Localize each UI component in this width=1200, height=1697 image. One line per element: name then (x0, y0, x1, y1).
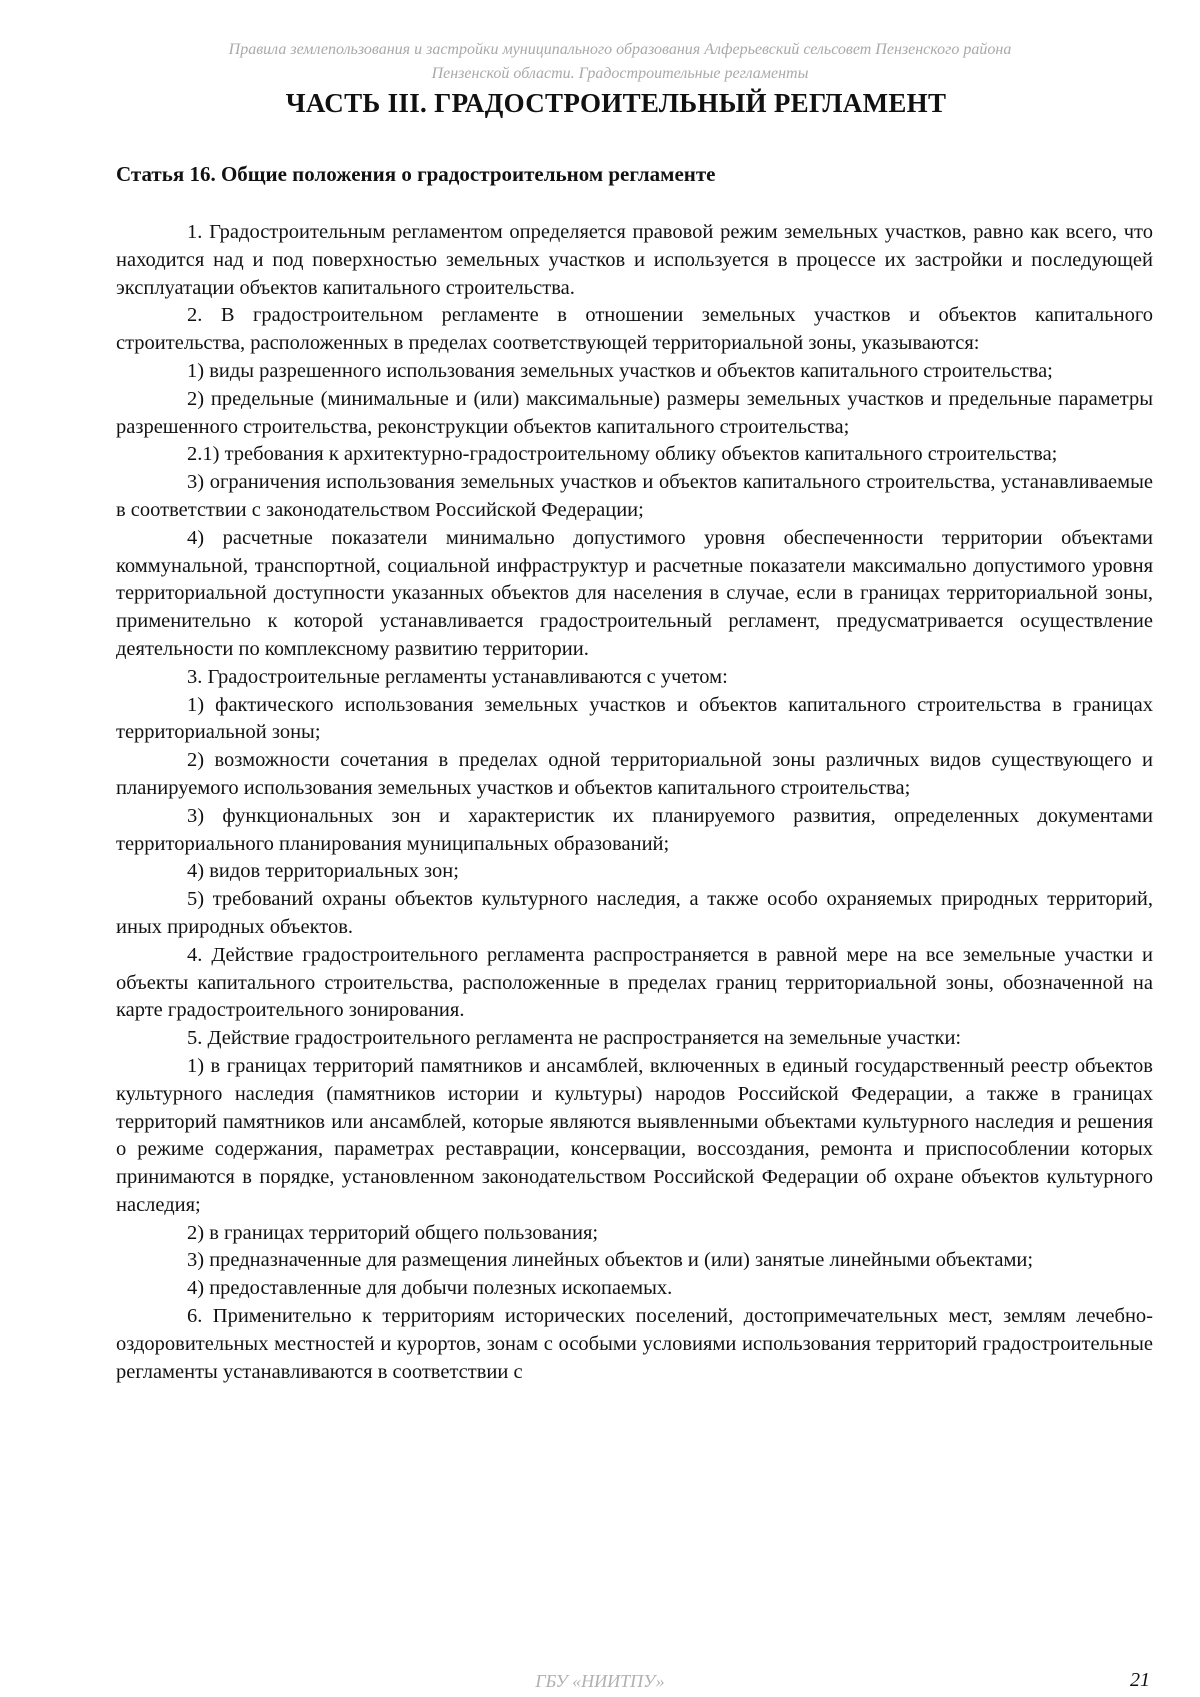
paragraph: 4) расчетные показатели минимально допустимого уровня обеспеченности территории объектами коммунальной, транспортной, социальной инфраструктур и расчетные показатели максимально допустимого уровня территориальной доступности указанных объектов для населения в случае, если в границах территориальной зоны, применительно к которой устанавливается градостроительный регламент, предусматривается осуществление деятельности по комплексному развитию территории. (116, 526, 1153, 660)
paragraph: 4. Действие градостроительного регламента распространяется в равной мере на все земельные участки и объекты капитального строительства, расположенные в пределах границ территориальной зоны, обозначенной на карте градостроительного зонирования. (116, 943, 1153, 1022)
footer-organization: ГБУ «НИИТПУ» (535, 1671, 665, 1691)
paragraph: 3) функциональных зон и характеристик их планируемого развития, определенных документами территориального планирования муниципальных образований; (116, 804, 1153, 855)
paragraph: 1. Градостроительным регламентом определяется правовой режим земельных участков, равно как всего, что находится над и под поверхностью земельных участков и используется в процессе их застройки и последующей эксплуатации объектов капитального строительства. (116, 221, 1153, 299)
running-header-line-1: Правила землепользования и застройки муниципального образования Алферьевский сельсовет Пензенского района (228, 41, 1012, 58)
running-header (120, 38, 1120, 86)
paragraph: 2) возможности сочетания в пределах одной территориальной зоны различных видов существующего и планируемого использования земельных участков и объектов капитального строительства; (116, 749, 1153, 799)
paragraph: 2.1) требования к архитектурно-градостроительному облику объектов капитального строительства; (187, 443, 1058, 466)
paragraph: 1) виды разрешенного использования земельных участков и объектов капитального строительства; (187, 359, 1053, 382)
page-number: 21 (1130, 1669, 1150, 1691)
paragraph: 2. В градостроительном регламенте в отношении земельных участков и объектов капитального строительства, расположенных в пределах соответствующей территориальной зоны, указываются: (116, 304, 1153, 355)
paragraph: 1) фактического использования земельных участков и объектов капитального строительства в границах территориальной зоны; (116, 693, 1153, 744)
article-body (116, 219, 1153, 1386)
running-header-line-2: Пензенской области. Градостроительные регламенты (431, 65, 809, 82)
paragraph: 4) предоставленные для добычи полезных ископаемых. (187, 1277, 673, 1300)
paragraph: 4) видов территориальных зон; (187, 860, 459, 883)
paragraph: 6. Применительно к территориям исторических поселений, достопримечательных мест, землям лечебно-оздоровительных местностей и курортов, зонам с особыми условиями использования территорий градостроительные регламенты устанавливаются в соответствии с (116, 1305, 1153, 1383)
paragraph: 3) ограничения использования земельных участков и объектов капитального строительства, устанавливаемые в соответствии с законодательством Российской Федерации; (116, 471, 1153, 521)
paragraph: 5) требований охраны объектов культурного наследия, а также особо охраняемых природных территорий, иных природных объектов. (116, 888, 1153, 938)
paragraph: 3) предназначенные для размещения линейных объектов и (или) занятые линейными объектами; (187, 1249, 1034, 1272)
paragraph: 2) предельные (минимальные и (или) максимальные) размеры земельных участков и предельные параметры разрешенного строительства, реконструкции объектов капитального строительства; (116, 387, 1153, 438)
part-title: ЧАСТЬ III. ГРАДОСТРОИТЕЛЬНЫЙ РЕГЛАМЕНТ (285, 88, 947, 118)
paragraph: 2) в границах территорий общего пользования; (187, 1221, 599, 1244)
article-title: Статья 16. Общие положения о градостроительном регламенте (116, 162, 716, 186)
paragraph: 1) в границах территорий памятников и ансамблей, включенных в единый государственный реестр объектов культурного наследия (памятников истории и культуры) народов Российской Федерации, а также в границах территорий памятников или ансамблей, которые являются выявленными объектами культурного наследия и решения о режиме содержания, параметрах реставрации, консервации, воссоздания, ремонта и приспособлении которых принимаются в порядке, установленном законодательством Российской Федерации об охране объектов культурного наследия; (116, 1054, 1153, 1216)
paragraph: 5. Действие градостроительного регламента не распространяется на земельные участки: (187, 1027, 962, 1050)
paragraph: 3. Градостроительные регламенты устанавливаются с учетом: (187, 665, 728, 688)
